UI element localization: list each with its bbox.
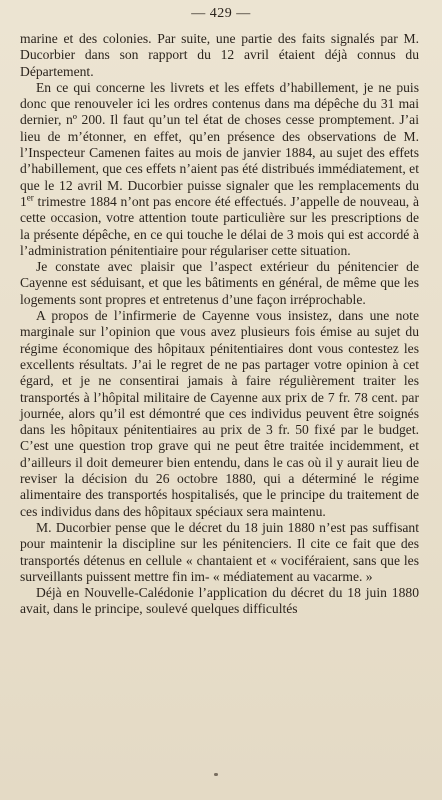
page-number: — 429 — (191, 6, 251, 21)
paragraph-3: Je constate avec plaisir que l’aspect extérieur du pénitencier de Cayenne est séduisant, et que les bâtiments en général, de même que les logements sont propres et entretenus d’une façon irréprochable. (20, 259, 419, 307)
ink-mark (214, 773, 218, 776)
superscript-er: er (26, 192, 34, 203)
paragraph-5: M. Ducorbier pense que le décret du 18 juin 1880 n’est pas suffisant pour maintenir la discipline sur les pénitenciers. Il cite ce fait que des transportés détenus en cellule « chantaient et « vociféraient, sans que les surveillants puissent mettre fin im- « médiatement au vacarme. » (20, 519, 419, 584)
paragraph-2-text-end: trimestre 1884 n’ont pas encore été effectués. J’appelle de nouveau, à cette occasion, votre attention toute particulière sur les prescriptions de la présente dépêche, en ce qui touche le délai de 3 mois qui est accordé à l’administration pénitentiaire pour régulariser cette situation. (20, 193, 419, 258)
paragraph-2-text-start: En ce qui concerne les livrets et les effets d’habillement, je ne puis donc que renouveler ici les ordres contenus dans ma dépêche du 31 mai dernier, nº 200. Il faut qu’un tel état de choses cesse promptement. J’ai lieu de m’étonner, en effet, qu’en présence des observations de M. l’Inspecteur Camenen faites au mois de janvier 1884, au sujet des effets d’habillement, que ces effets n’aient pas été distribués immédiatement, et que le 12 avril M. Ducorbier puisse signaler que les remplacements du 1 (20, 79, 419, 209)
paragraph-1: marine et des colonies. Par suite, une partie des faits signalés par M. Ducorbier dans son rapport du 12 avril étaient déjà connus du Département. (20, 31, 419, 79)
paragraph-4: A propos de l’infirmerie de Cayenne vous insistez, dans une note marginale sur l’opinion que vous avez plusieurs fois émise au sujet du régime économique des hôpitaux pénitentiaires dont vous contestez les excellents résultats. J’ai le regret de ne pas partager votre opinion à cet égard, et je ne consentirai jamais à faire régulièrement traiter les transportés à l’hôpital militaire de Cayenne aux prix de 7 fr. 78 cent. par journée, alors qu’il est démontré que ces individus peuvent être soignés dans les hôpitaux pénitentiaires au prix de 3 fr. 50 fixé par le budget. C’est une question trop grave qui ne peut être traitée incidemment, et d’ailleurs il doit demeurer bien entendu, dans le cas où il y aurait lieu de reviser la décision du 26 octobre 1880, qui a déterminé le régime alimentaire des transportés hospitalisés, que le principe du traitement de ces individus dans des hôpitaux spéciaux sera maintenu. (20, 308, 419, 519)
paragraph-2 (20, 80, 419, 259)
body-text (20, 31, 419, 618)
paragraph-6: Déjà en Nouvelle-Calédonie l’application du décret du 18 juin 1880 avait, dans le principe, soulevé quelques difficultés (20, 585, 419, 617)
